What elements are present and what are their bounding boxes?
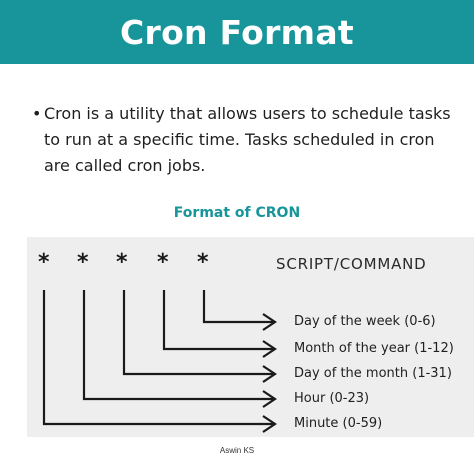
minute-label: Minute (0-59) (294, 416, 383, 431)
day-of-month-label: Day of the month (1-31) (294, 366, 452, 381)
day-of-month-field-star: * (116, 250, 128, 275)
day-of-week-field-star: * (197, 250, 209, 275)
hour-arrow (84, 290, 274, 399)
intro-text: Cron is a utility that allows users to schedule tasks to run at a specific time. Tasks scheduled in cron are called cron jobs. (44, 104, 451, 175)
diagram-title: Format of CRON (173, 205, 301, 221)
month-field-star: * (157, 250, 169, 275)
month-label: Month of the year (1-12) (294, 341, 454, 356)
hour-label: Hour (0-23) (294, 391, 370, 406)
day-of-week-label: Day of the week (0-6) (294, 314, 436, 329)
command-label: SCRIPT/COMMAND (276, 255, 427, 273)
month-arrow (164, 290, 274, 349)
minute-field-star: * (38, 250, 50, 275)
hour-field-star: * (77, 250, 89, 275)
author-credit: Aswin KS (219, 446, 255, 455)
bullet-icon: • (32, 104, 42, 123)
day-of-month-arrow (124, 290, 274, 374)
minute-arrow (44, 290, 274, 424)
day-of-week-arrow (204, 290, 274, 322)
page-title: Cron Format (119, 12, 355, 52)
